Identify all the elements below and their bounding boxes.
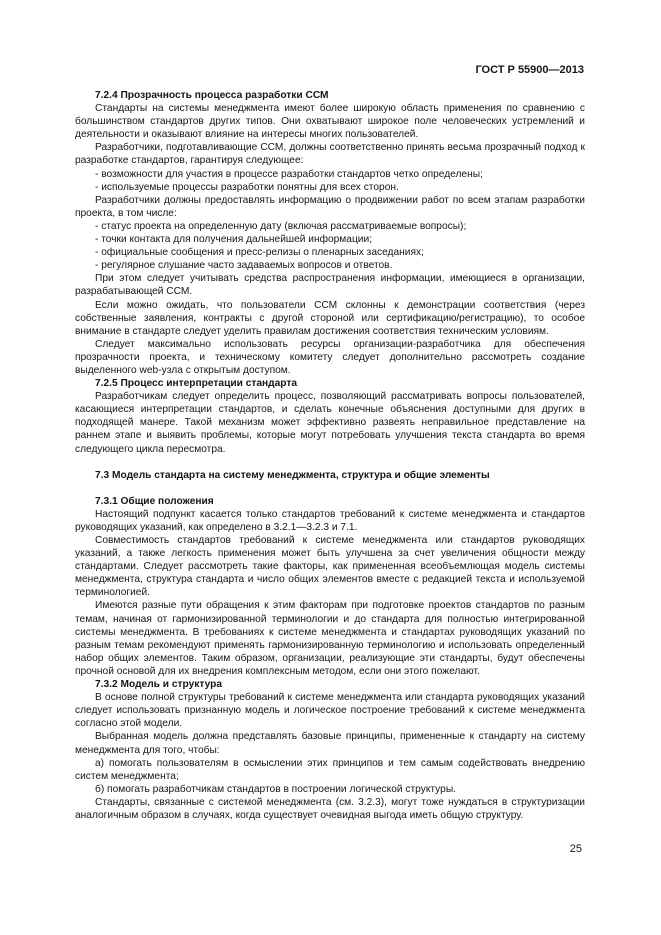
paragraph: Разработчики, подготавливающие ССМ, должны соответственно принять весьма прозрачный подход к разработке стандартов, гарантируя следующее: [75, 142, 585, 167]
paragraph: Настоящий подпункт касается только стандартов требований к системе менеджмента и стандартов руководящих указаний, как определено в 3.2.1—3.2.3 и 7.1. [75, 508, 585, 533]
paragraph: Если можно ожидать, что пользователи ССМ склонны к демонстрации соответствия (через собственные заявления, контракты с другой стороной или сертификацию/регистрацию), то особое внимание в стандарте следует уделить правилам достижения соответствия техническим условиям. [75, 299, 585, 337]
section-heading-7-2-5: 7.2.5 Процесс интерпретации стандарта [95, 378, 298, 390]
list-item: б) помогать разработчикам стандартов в построении логической структуры. [95, 783, 456, 795]
paragraph: Разработчикам следует определить процесс, позволяющий рассматривать вопросы пользователей, касающиеся интерпретации стандартов, и сделать конечные объяснения доступными для других в подходящей манере. Такой механизм может эффективно развеять неправильное представление на раннем этапе и выявить проблемы, которые могут потребовать улучшения текста стандарта во время следующего цикла пересмотра. [75, 391, 585, 455]
paragraph: При этом следует учитывать средства распространения информации, имеющиеся в организации, разрабатывающей ССМ. [75, 273, 585, 298]
paragraph: Разработчики должны предоставлять информацию о продвижении работ по всем этапам разработки проекта, в том числе: [75, 194, 585, 219]
page-number: 25 [569, 843, 582, 855]
standard-code: ГОСТ Р 55900—2013 [475, 64, 584, 76]
list-item: - возможности для участия в процессе разработки стандартов четко определены; [95, 168, 483, 180]
list-item: - точки контакта для получения дальнейшей информации; [95, 234, 373, 246]
paragraph: Следует максимально использовать ресурсы организации-разработчика для обеспечения прозрачности проекта, и техническому комитету следует дополнительно рассмотреть создание выделенного web-узла с открытым доступом. [75, 338, 585, 376]
paragraph: Стандарты на системы менеджмента имеют более широкую область применения по сравнению с большинством стандартов других типов. Они охватывают широкое поле человеческих устремлений и деятельности и оказывают влияние на интересы многих пользователей. [75, 103, 585, 141]
section-heading-7-3-1: 7.3.1 Общие положения [95, 495, 214, 507]
section-heading-7-3: 7.3 Модель стандарта на систему менеджмента, структура и общие элементы [95, 469, 490, 481]
document-body [75, 89, 585, 822]
list-item: - регулярное слушание часто задаваемых вопросов и ответов. [95, 260, 393, 272]
paragraph: Совместимость стандартов требований к системе менеджмента или стандартов руководящих указаний, а также легкость применения может быть улучшена за счет увеличения общности между стандартами. Следует рассмотреть такие факторы, как примененная всеобъемлющая модель системы менеджмента, структура стандарта и число общих элементов вместе с редакцией текста и используемой терминологией. [75, 535, 585, 599]
paragraph: В основе полной структуры требований к системе менеджмента или стандарта руководящих указаний следует использовать признанную модель и логическое построение требований к системе менеджмента согласно этой модели. [75, 692, 585, 730]
paragraph: Стандарты, связанные с системой менеджмента (см. 3.2.3), могут тоже нуждаться в структуризации аналогичным образом в случаях, когда существует очевидная выгода иметь общую структуру. [75, 796, 585, 821]
list-item: - используемые процессы разработки понятны для всех сторон. [95, 181, 399, 193]
section-heading-7-3-2: 7.3.2 Модель и структура [95, 679, 223, 691]
section-heading-7-2-4: 7.2.4 Прозрачность процесса разработки ССМ [95, 90, 329, 101]
list-item: а) помогать пользователям в осмыслении этих принципов и тем самым содействовать внедрению систем менеджмента; [75, 757, 585, 782]
paragraph: Имеются разные пути обращения к этим факторам при подготовке проектов стандартов по разным темам, начиная от гармонизированной терминологии и до стандарта для полностью интегрированной системы менеджмента. В требованиях к системе менеджмента и стандартах руководящих указаний по разным темам рекомендуют применять гармонизированную терминологию и использовать определенный набор общих элементов. Таким образом, организации, реализующие эти стандарты, будут обеспечены прочной основой для их внедрения комплексным методом, если они этого пожелают. [75, 600, 585, 677]
paragraph: Выбранная модель должна представлять базовые принципы, примененные к стандарту на систему менеджмента для того, чтобы: [75, 731, 585, 756]
list-item: - официальные сообщения и пресс-релизы о пленарных заседаниях; [95, 247, 424, 259]
list-item: - статус проекта на определенную дату (включая рассматриваемые вопросы); [95, 220, 467, 232]
